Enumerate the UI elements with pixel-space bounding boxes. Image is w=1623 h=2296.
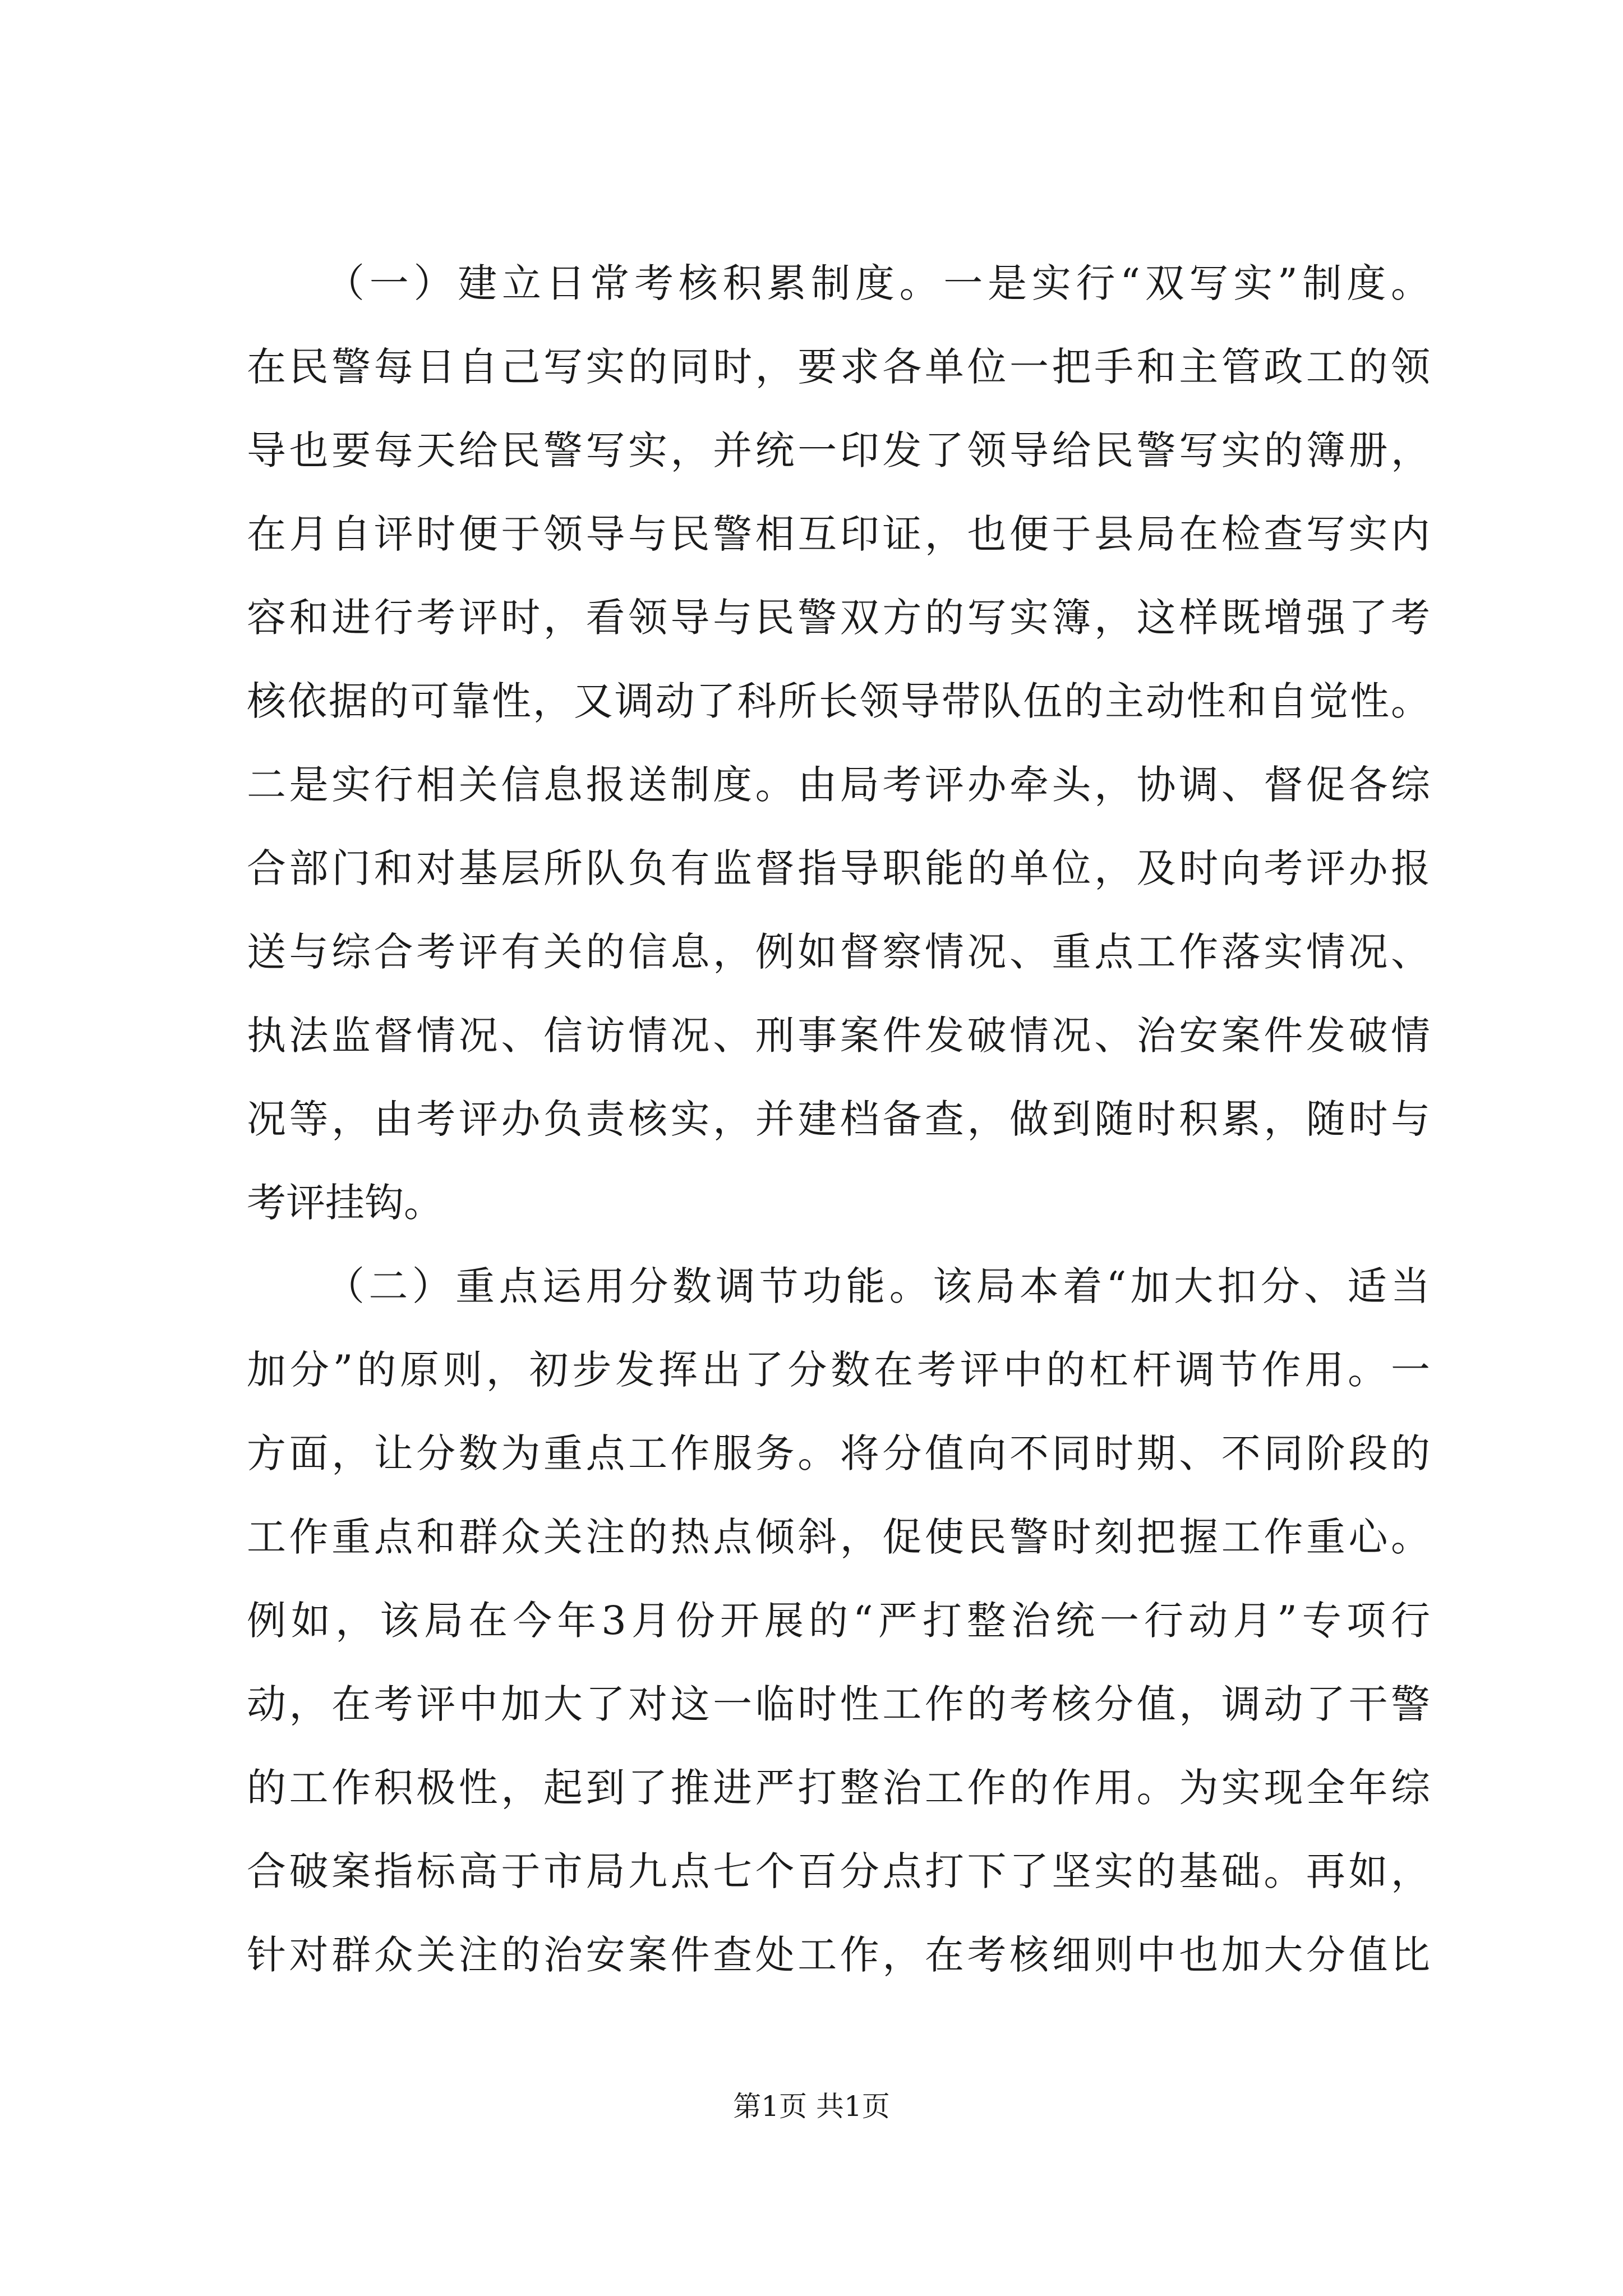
paragraph-1-line-1 (247, 256, 1430, 310)
text-line: 方面，让分数为重点工作服务。将分值向不同时期、不同阶段的 (247, 1430, 1430, 1476)
paragraph-1-line-6 (247, 674, 1430, 728)
paragraph-2-line-9 (247, 1928, 1430, 1982)
text-line: 加分”的原则，初步发挥出了分数在考评中的杠杆调节作用。一 (247, 1347, 1430, 1393)
text-line: （一）建立日常考核积累制度。一是实行“双写实”制度。 (325, 260, 1430, 306)
text-line: 合破案指标高于市局九点七个百分点打下了坚实的基础。再如， (247, 1848, 1430, 1894)
text-line: 合部门和对基层所队负有监督指导职能的单位，及时向考评办报 (247, 845, 1430, 891)
paragraph-2-line-1 (247, 1259, 1430, 1313)
text-line: （二）重点运用分数调节功能。该局本着“加大扣分、适当 (325, 1263, 1430, 1309)
paragraph-2-line-2 (247, 1343, 1430, 1397)
text-line: 核依据的可靠性，又调动了科所长领导带队伍的主动性和自觉性。 (247, 678, 1430, 724)
page-footer (0, 2087, 1623, 2126)
paragraph-1-line-12 (247, 1176, 1430, 1230)
paragraph-1-line-10 (247, 1009, 1430, 1062)
text-line: 动，在考评中加大了对这一临时性工作的考核分值，调动了干警 (247, 1681, 1430, 1727)
paragraph-1-line-3 (247, 424, 1430, 477)
paragraph-2-line-7 (247, 1761, 1430, 1815)
paragraph-2-line-8 (247, 1844, 1430, 1898)
text-line: 况等，由考评办负责核实，并建档备查，做到随时积累，随时与 (247, 1096, 1430, 1142)
text-line: 执法监督情况、信访情况、刑事案件发破情况、治安案件发破情 (247, 1013, 1430, 1059)
paragraph-1-line-5 (247, 591, 1430, 645)
paragraph-1-line-7 (247, 758, 1430, 812)
text-line: 工作重点和群众关注的热点倾斜，促使民警时刻把握工作重心。 (247, 1514, 1430, 1560)
text-line: 导也要每天给民警写实，并统一印发了领导给民警写实的簿册， (247, 427, 1430, 473)
paragraph-2-line-3 (247, 1427, 1430, 1480)
text-line: 的工作积极性，起到了推进严打整治工作的作用。为实现全年综 (247, 1765, 1430, 1811)
paragraph-2-line-5 (247, 1594, 1430, 1648)
paragraph-1-line-2 (247, 340, 1430, 394)
text-line: 二是实行相关信息报送制度。由局考评办牵头，协调、督促各综 (247, 762, 1430, 808)
text-line: 容和进行考评时，看领导与民警双方的写实簿，这样既增强了考 (247, 595, 1430, 641)
paragraph-1-line-9 (247, 925, 1430, 979)
paragraph-2-line-6 (247, 1677, 1430, 1731)
text-line: 送与综合考评有关的信息，例如督察情况、重点工作落实情况、 (247, 929, 1430, 975)
text-line: 例如，该局在今年3月份开展的“严打整治统一行动月”专项行 (247, 1598, 1430, 1644)
text-line: 在月自评时便于领导与民警相互印证，也便于县局在检查写实内 (247, 511, 1430, 557)
text-line: 针对群众关注的治安案件查处工作，在考核细则中也加大分值比 (247, 1932, 1430, 1978)
text-line: 考评挂钩。 (247, 1180, 443, 1226)
paragraph-1-line-8 (247, 841, 1430, 895)
paragraph-2-line-4 (247, 1510, 1430, 1564)
paragraph-1-line-11 (247, 1092, 1430, 1146)
paragraph-1-line-4 (247, 507, 1430, 561)
page-number-label: 第1页 共1页 (733, 2090, 890, 2123)
text-line: 在民警每日自己写实的同时，要求各单位一把手和主管政工的领 (247, 344, 1430, 390)
